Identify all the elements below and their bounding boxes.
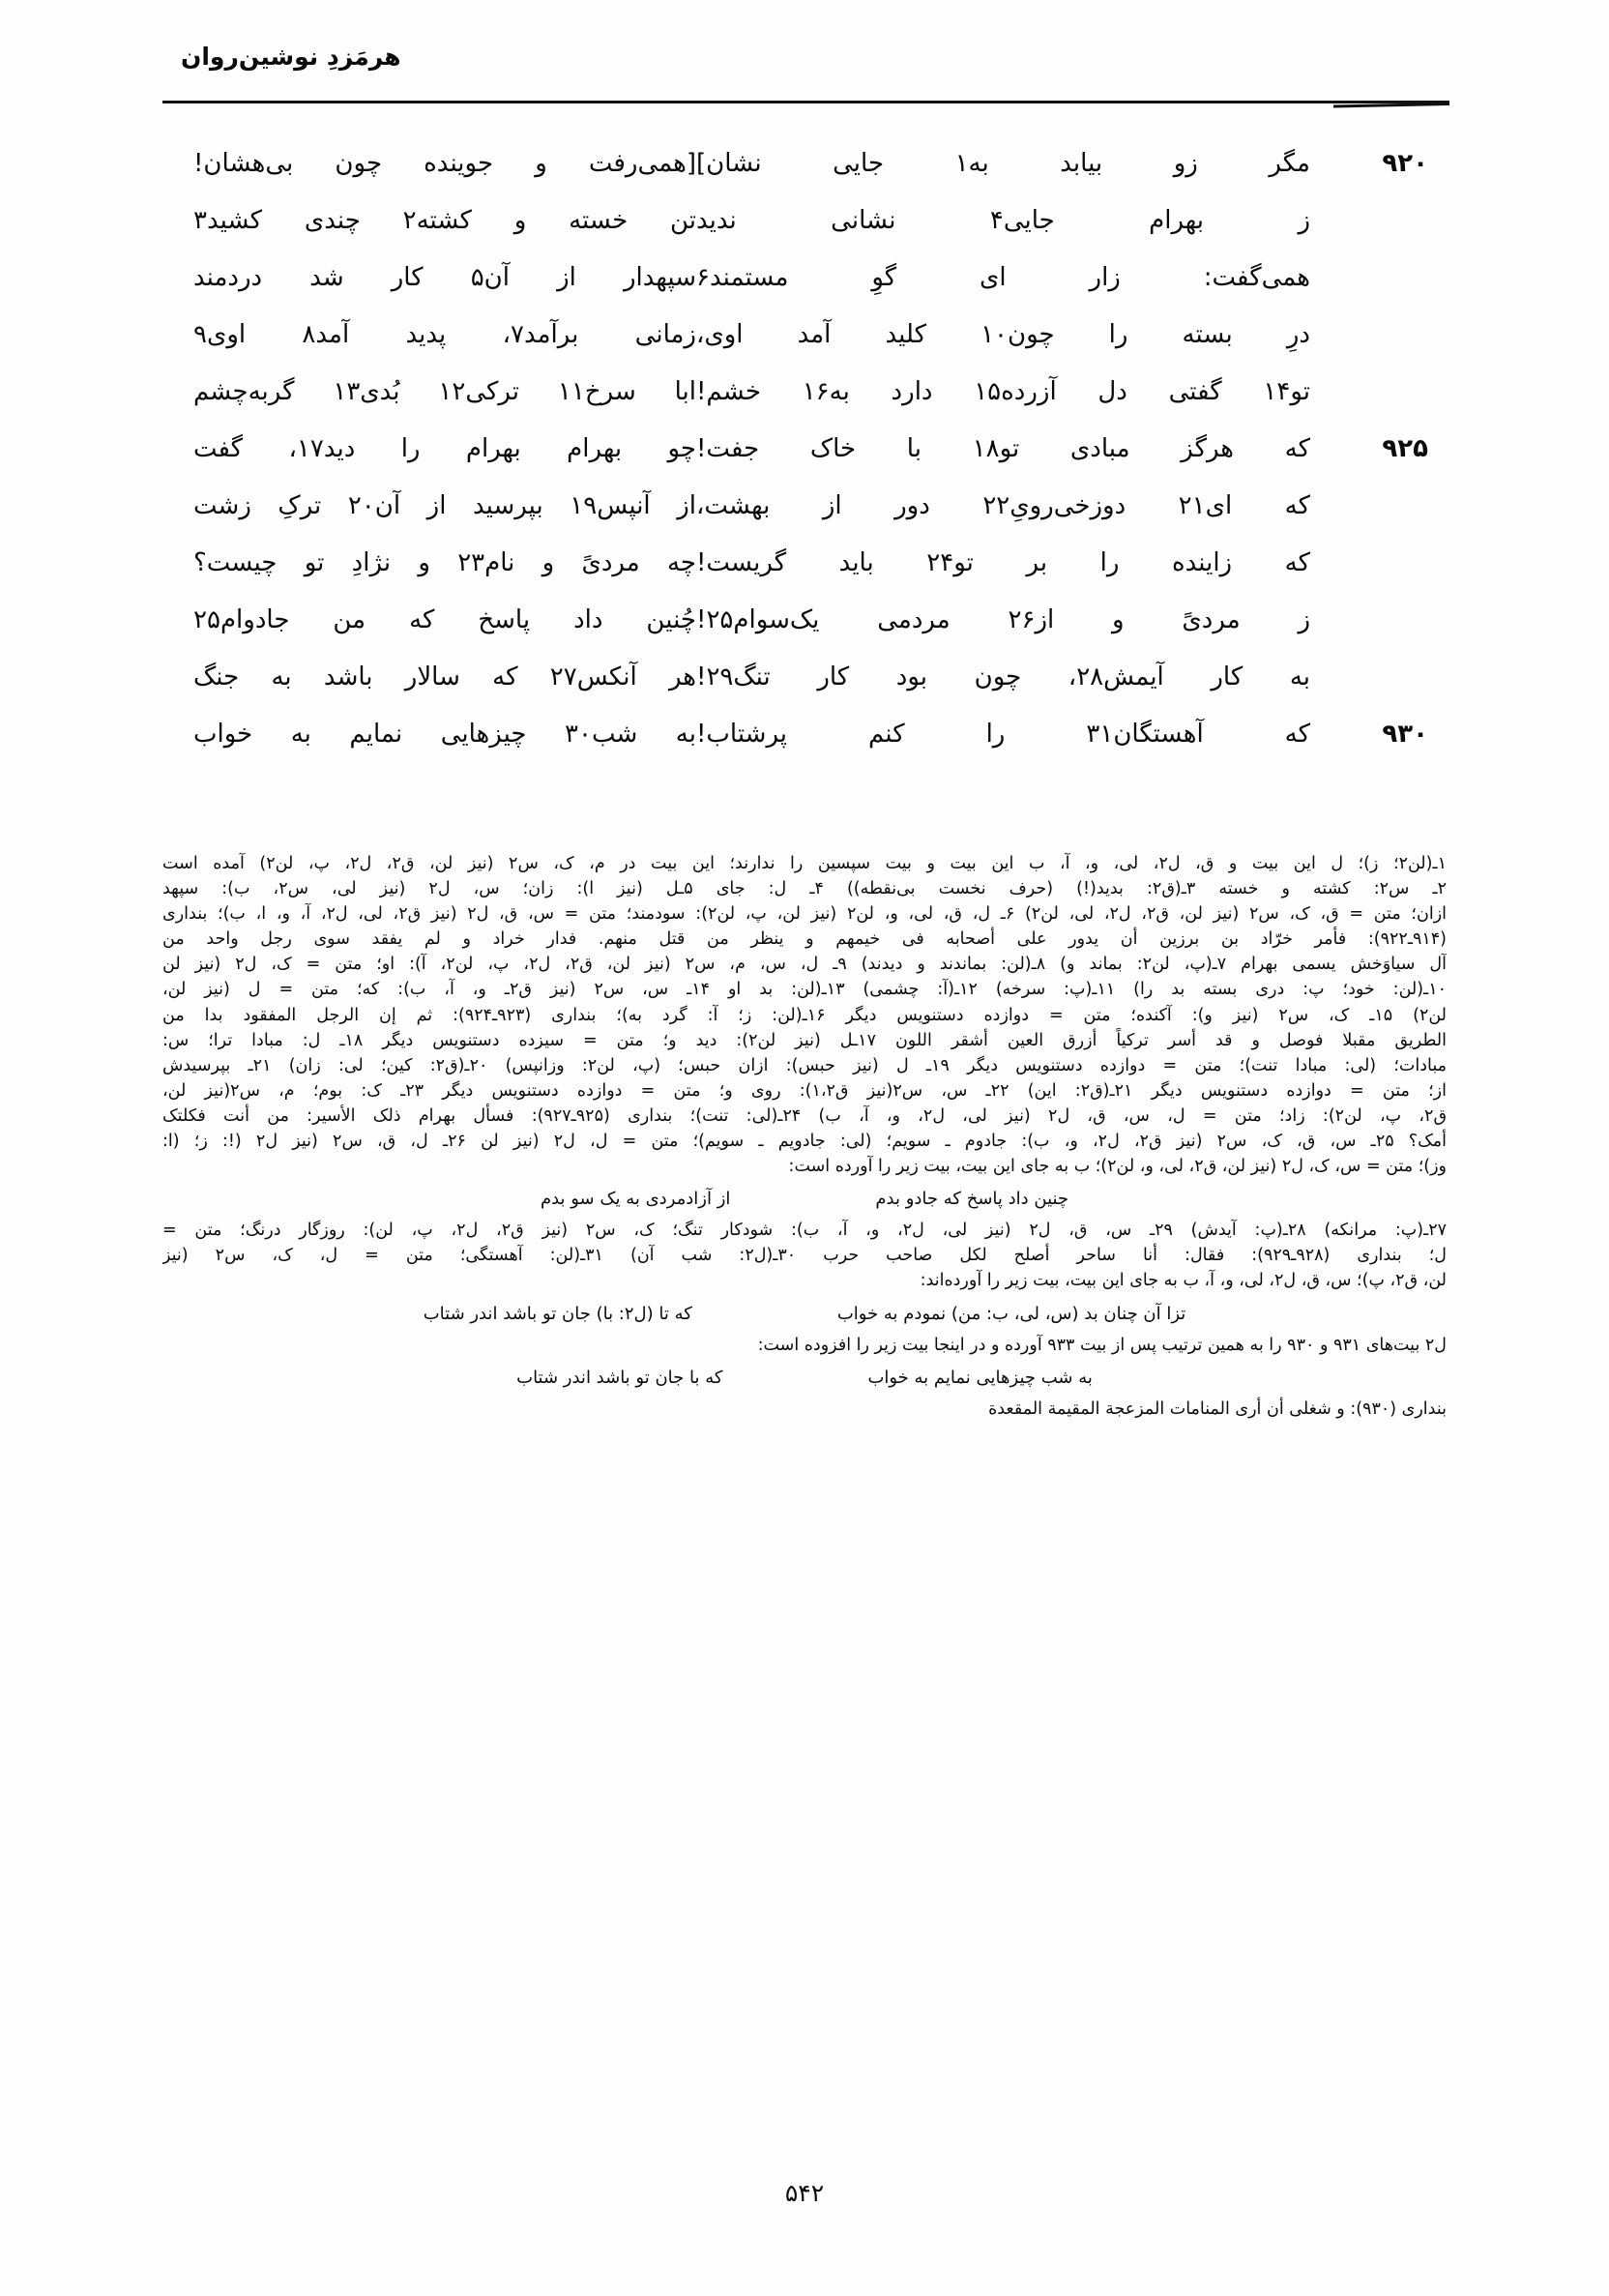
verse-line: [193, 135, 1430, 192]
apparatus-line: مبادات؛ (لی: مبادا تنت)؛ متن = دوازده دستنویس دیگر ۱۹ـ ل (نیز حبس): ازان حبس؛ (پ، لن۲: وزانپس) ۲۰ـ(ق۲: کین؛ لی: زان) ۲۱ـ بپرسیدش: [162, 1055, 1447, 1075]
verse-number: ۹۲۰: [1382, 149, 1428, 178]
verse-line: [193, 192, 1430, 250]
verse-number: ۹۲۵: [1382, 434, 1428, 463]
apparatus-line: ل۲ بیت‌های ۹۳۱ و ۹۳۰ را به همین ترتیب پس از بیت ۹۳۳ آورده و در اینجا بیت زیر را افزوده است:: [757, 1335, 1447, 1355]
hemistich-right: چه مردیً و نام۲۳ و نژادِ تو چیست؟: [193, 548, 696, 577]
inset-hemistich-left: از آزادمردی به یک سو بدم: [540, 1189, 731, 1210]
hemistich-left: مگر زو بیابد به۱ جایی نشان]: [696, 149, 1310, 178]
verse-line: [193, 478, 1430, 535]
running-head: [160, 43, 1449, 103]
hemistich-left: ز بهرام جایی۴ نشانی ندید: [696, 206, 1310, 235]
hemistich-left: که ای۲۱ دوزخی‌رویِ۲۲ دور از بهشت،: [696, 491, 1310, 520]
apparatus-line: ۲۷ـ(پ: مرانکه) ۲۸ـ(پ: آیدش) ۲۹ـ س، ق، ل۲ (نیز لی، ل۲، و، آ، ب): شودکار تنگ؛ ک، س۲ (نیز ق۲، ل۲، پ، لن): روزگار درنگ؛ متن =: [162, 1221, 1447, 1241]
hemistich-right: تن خسته و کشته۲ چندی کشید۳: [193, 206, 696, 235]
hemistich-left: به کار آیمش۲۸، چون بود کار تنگ۲۹!: [696, 662, 1310, 692]
verse-line: [193, 649, 1430, 706]
apparatus-line: لن، ق۲، پ)؛ س، ق، ل۲، لی، و، آ، ب به جای این بیت، بیت زیر را آورده‌اند:: [920, 1271, 1447, 1291]
apparatus-line: ۱۰ـ(لن: خود؛ پ: دری بسته بد را) ۱۱ـ(پ: سرخه) ۱۲ـ(آ: چشمی) ۱۳ـ(لن: بد او ۱۴ـ س، س۲ (نیز ق۲ـ و، آ، ب): که؛ متن = ل (نیز لن،: [162, 980, 1447, 1000]
verse-block: [193, 135, 1430, 763]
apparatus-line: ازان؛ متن = ق، ک، س۲ (نیز لن، ق۲، ل۲، لی، لن۲) ۶ـ ل، ق، لی، و، لن۲ (نیز لن، پ، لن۲): سودمند؛ متن = س، ق، ل۲ (نیز ق۲، لی، ل۲، آ، و، ا، ب)؛ بنداری: [162, 904, 1447, 925]
critical-apparatus: [162, 851, 1447, 1422]
inset-hemistich-right: به شب چیزهایی نمایم به خواب: [867, 1367, 1093, 1388]
apparatus-inset-verse: [162, 1294, 1447, 1333]
header-rule: [162, 101, 1449, 103]
verse-line: [193, 250, 1430, 307]
apparatus-line: أمک؟ ۲۵ـ س، ق، ک، س۲ (نیز ق۲، ل۲، و، ب): جادوم ـ سویم؛ (لی: جادویم ـ سویم)؛ متن = ل، ل۲ (نیز لن ۲۶ـ ل، ق، س۲ (نیز ل۲ (!: ز؛ (ا:: [162, 1132, 1447, 1152]
apparatus-line: وز)؛ متن = س، ک، ل۲ (نیز لن، ق۲، لی، و، لن۲)؛ ب به جای این بیت، بیت زیر را آورده است:: [788, 1157, 1447, 1177]
apparatus-line: لن۲) ۱۵ـ ک، س۲ (نیز و): آکنده؛ متن = دوازده دستنویس دیگر ۱۶ـ(لن: ز؛ آ: گرد به)؛ بنداری (۹۲۳ـ۹۲۴): ثم إن الرجل المفقود بدا من: [162, 1005, 1447, 1025]
running-head-title: هرمَزدِ نوشین‌روان: [181, 43, 401, 71]
inset-hemistich-left: که با جان تو باشد اندر شتاب: [516, 1367, 723, 1388]
apparatus-line: آل سیاوَخش یسمی بهرام ۷ـ(پ، لن۲: بماند و) ۸ـ(لن: بماندند و دیدند) ۹ـ ل، س، م، س۲ (نیز لن، ق۲، ل۲، پ، لن۲، آ): او؛ متن = ک، ل۲ (نیز لن: [162, 955, 1447, 975]
verse-line: [193, 706, 1430, 763]
inset-hemistich-left: که تا (ل۲: با) جان تو باشد اندر شتاب: [423, 1303, 692, 1324]
hemistich-left: که هرگز مبادی تو۱۸ با خاک جفت!: [696, 434, 1310, 463]
apparatus-line: از؛ متن = دوازده دستنویس دیگر ۲۱ـ(ق۲: این) ۲۲ـ س، س۲(نیز ق۱،۲): روی و؛ متن = دوازده دستنویس دیگر ۲۳ـ ک: بوم؛ م، س۲(نیز لن،: [162, 1080, 1447, 1101]
verse-line: [193, 592, 1430, 649]
hemistich-right: سپهدار از آن۵ کار شد دردمند: [193, 263, 696, 292]
hemistich-right: زمانی برآمد۷، پدید آمد۸ اوی۹: [193, 320, 696, 349]
apparatus-line: ۲ـ س۲: کشته و خسته ۳ـ(ق۲: بدید(!) (حرف نخست بی‌نقطه)) ۴ـ ل: جای ۵ـل (نیز ا): زان؛ س، ل۲ (نیز لی، س۲، ب): سپهد: [162, 879, 1447, 899]
hemistich-left: که زاینده را بر تو۲۴ باید گریست!: [696, 548, 1310, 577]
verse-line: [193, 364, 1430, 421]
hemistich-right: از آنپس۱۹ بپرسید از آن۲۰ ترکِ زشت: [193, 491, 696, 520]
hemistich-right: به شب۳۰ چیزهایی نمایم به خواب: [193, 720, 696, 749]
verse-line: [193, 535, 1430, 592]
apparatus-line: ۱ـ(لن۲؛ ز)؛ ل این بیت و ق، ل۲، لی، و، آ، ب این بیت و بیت سپسین را ندارند؛ این بیت در م، ک، س۲ (نیز لن، ق۲، ل۲، پ، لن۲) آمده است: [162, 854, 1447, 873]
apparatus-line: بنداری (۹۳۰): و شغلی أن أُری المنامات المزعجة المقیمة المقعدة: [988, 1398, 1447, 1419]
hemistich-left: همی‌گفت: زار ای گوِ مستمند۶: [696, 263, 1310, 292]
hemistich-right: چُنین داد پاسخ که من جادوام۲۵: [193, 605, 696, 634]
hemistich-left: تو۱۴ گفتی دل آزرده۱۵ دارد به۱۶ خشم!: [696, 377, 1310, 406]
verse-line: [193, 421, 1430, 478]
apparatus-line: ل؛ بنداری (۹۲۸ـ۹۲۹): فقال: أنا ساحر أصلح لکل صاحب حرب ۳۰ـ(ل۲: شب آن) ۳۱ـ(لن: آهستگی؛ متن = ل، ک، س۲ (نیز: [162, 1246, 1447, 1266]
hemistich-left: درِ بسته را چون۱۰ کلید آمد اوی،: [696, 320, 1310, 349]
apparatus-inset-verse: [162, 1358, 1447, 1397]
hemistich-right: ابا سرخ۱۱ ترکی۱۲ بُدی۱۳ گربه‌چشم: [193, 377, 697, 406]
hemistich-right: چو بهرام بهرام را دید۱۷، گفت: [193, 434, 696, 463]
hemistich-right: هر آنکس۲۷ که سالار باشد به جنگ: [193, 662, 697, 692]
hemistich-left: که آهستگان۳۱ را کنم پرشتاب!: [696, 720, 1310, 749]
page-number: ۵۴۲: [784, 2179, 825, 2207]
inset-hemistich-right: تزا آن چنان بد (س، لی، ب: من) نمودم به خواب: [836, 1303, 1186, 1324]
apparatus-line: ق۲، پ، لن۲): زاد؛ متن = ل، س، ق، ل۲ (نیز لی، ل۲، و، آ، ب) ۲۴ـ(لی: تنت)؛ بنداری (۹۲۵ـ۹۲۷): فسأل بهرام ذلک الأسیر: من أنت فکلتک: [162, 1105, 1447, 1126]
verse-number: ۹۳۰: [1382, 720, 1428, 749]
apparatus-inset-verse: [162, 1179, 1447, 1218]
apparatus-line: (۹۱۴ـ۹۲۲): فأمر خرّاد بن برزین أن یدور علی أصحابه فی خیمهم و ینظر من قتل منهم. فدار خراد و لم یفقد سوی رجل واحد من: [162, 929, 1447, 950]
apparatus-line: الطریق مقبلا فوصل و قد أسر ترکیاً أزرق العین أشقر اللون ۱۷ـل (نیز لن۲): دید و؛ متن = سیزده دستنویس دیگر ۱۸ـ ل: مبادا ترا؛ س:: [162, 1030, 1447, 1050]
hemistich-right: [همی‌رفت و جوینده چون بی‌هشان!: [193, 149, 696, 178]
inset-hemistich-right: چنین داد پاسخ که جادو بدم: [875, 1189, 1069, 1210]
hemistich-left: ز مردیً و از۲۶ مردمی یک‌سوام۲۵!: [696, 605, 1310, 634]
verse-line: [193, 307, 1430, 364]
